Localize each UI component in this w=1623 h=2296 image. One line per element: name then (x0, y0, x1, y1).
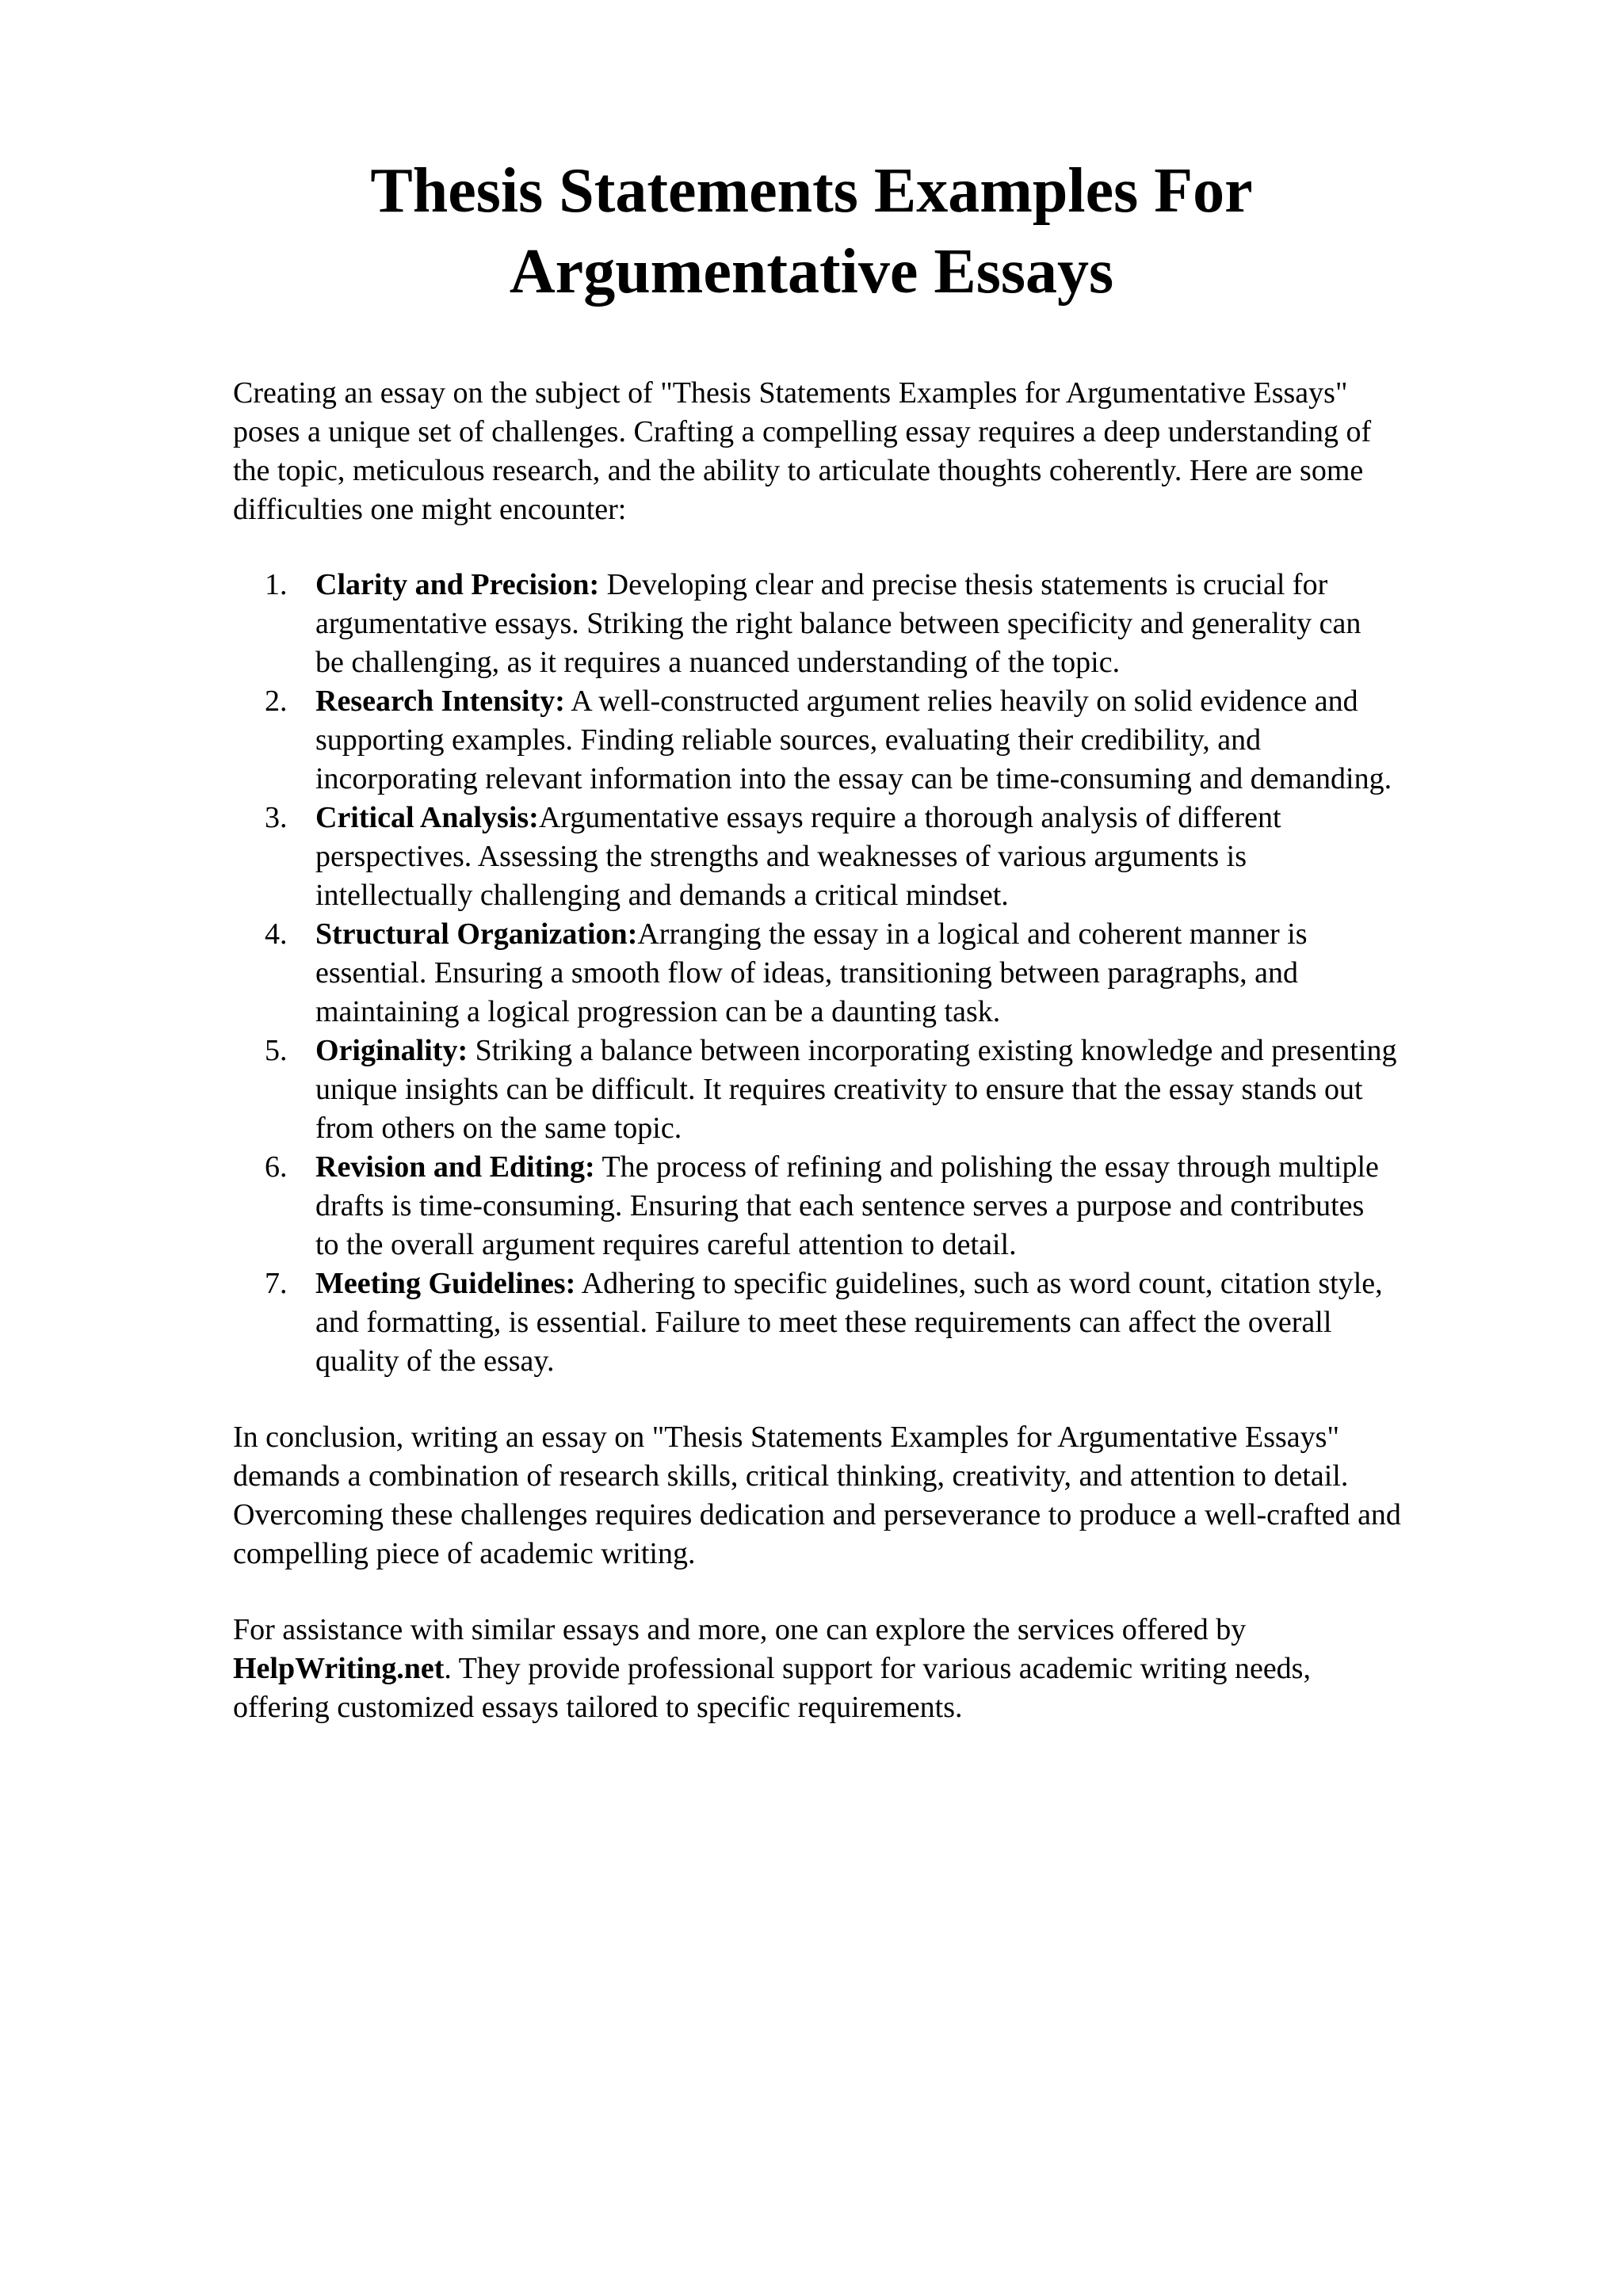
list-number: 7. (265, 1267, 288, 1300)
intro-line: the topic, meticulous research, and the ability to articulate thoughts coherently. Here are some (233, 454, 1364, 487)
item-text: to the overall argument requires careful attention to detail. (315, 1228, 1017, 1261)
item-text: Developing clear and precise thesis statements is crucial for (599, 568, 1328, 601)
conclusion-line: compelling piece of academic writing. (233, 1537, 696, 1570)
list-item (233, 1032, 1533, 1148)
item-text: from others on the same topic. (315, 1112, 682, 1145)
item-text: The process of refining and polishing the essay through multiple (594, 1150, 1379, 1184)
challenges-list (233, 566, 1533, 1381)
list-item (233, 682, 1533, 799)
item-text: Adhering to specific guidelines, such as word count, citation style, (575, 1267, 1383, 1300)
conclusion-paragraph (233, 1418, 1533, 1573)
item-text: Argumentative essays require a thorough analysis of different (538, 801, 1281, 834)
item-text: quality of the essay. (315, 1344, 555, 1378)
item-text: essential. Ensuring a smooth flow of ideas, transitioning between paragraphs, and (315, 956, 1298, 990)
item-text: perspectives. Assessing the strengths and weaknesses of various arguments is (315, 840, 1247, 873)
conclusion-line: demands a combination of research skills, critical thinking, creativity, and attention to detail. (233, 1459, 1349, 1493)
item-text: and formatting, is essential. Failure to meet these requirements can affect the overall (315, 1306, 1332, 1339)
list-item (233, 566, 1533, 682)
item-text: argumentative essays. Striking the right balance between specificity and generality can (315, 607, 1361, 640)
item-text: maintaining a logical progression can be a daunting task. (315, 995, 1001, 1028)
item-heading: Originality: (315, 1034, 468, 1067)
item-text: intellectually challenging and demands a critical mindset. (315, 879, 1009, 912)
item-text: Arranging the essay in a logical and coherent manner is (637, 917, 1308, 951)
assistance-paragraph (233, 1611, 1533, 1727)
list-item (233, 1264, 1533, 1381)
list-number: 1. (265, 568, 288, 601)
list-number: 3. (265, 801, 288, 834)
intro-line: poses a unique set of challenges. Crafting a compelling essay requires a deep understanding of (233, 415, 1372, 448)
intro-line: Creating an essay on the subject of "Thesis Statements Examples for Argumentative Essays" (233, 376, 1348, 410)
item-heading: Critical Analysis: (315, 801, 539, 834)
item-heading: Clarity and Precision: (315, 568, 600, 601)
intro-paragraph (233, 374, 1533, 529)
item-heading: Revision and Editing: (315, 1150, 595, 1184)
item-heading: Structural Organization: (315, 917, 638, 951)
item-text: drafts is time-consuming. Ensuring that each sentence serves a purpose and contributes (315, 1189, 1365, 1222)
item-text: Striking a balance between incorporating existing knowledge and presenting (468, 1034, 1397, 1067)
item-text: incorporating relevant information into the essay can be time-consuming and demanding. (315, 762, 1392, 795)
item-heading: Research Intensity: (315, 685, 565, 718)
assistance-line: For assistance with similar essays and more, one can explore the services offered by (233, 1613, 1247, 1646)
item-text: supporting examples. Finding reliable sources, evaluating their credibility, and (315, 723, 1262, 757)
helpwriting-link[interactable]: HelpWriting.net (233, 1652, 445, 1685)
conclusion-line: Overcoming these challenges requires dedication and perseverance to produce a well-crafted and (233, 1498, 1401, 1531)
list-number: 6. (265, 1150, 288, 1184)
item-heading: Meeting Guidelines: (315, 1267, 576, 1300)
title-line-2: Argumentative Essays (509, 237, 1114, 307)
title-line-1: Thesis Statements Examples For (370, 156, 1253, 226)
item-text: be challenging, as it requires a nuanced understanding of the topic. (315, 646, 1121, 679)
list-number: 2. (265, 685, 288, 718)
assistance-line: offering customized essays tailored to specific requirements. (233, 1691, 963, 1724)
document-body (233, 374, 1533, 1727)
assistance-line: . They provide professional support for various academic writing needs, (444, 1652, 1311, 1685)
item-text: unique insights can be difficult. It requires creativity to ensure that the essay stands out (315, 1073, 1363, 1106)
item-text: A well-constructed argument relies heavily on solid evidence and (564, 685, 1358, 718)
intro-line: difficulties one might encounter: (233, 493, 627, 526)
list-item (233, 915, 1533, 1032)
list-number: 5. (265, 1034, 288, 1067)
list-item (233, 799, 1533, 915)
list-item (233, 1148, 1533, 1264)
list-number: 4. (265, 917, 288, 951)
document-title (0, 151, 1623, 312)
conclusion-line: In conclusion, writing an essay on "Thesis Statements Examples for Argumentative Essays" (233, 1421, 1339, 1454)
